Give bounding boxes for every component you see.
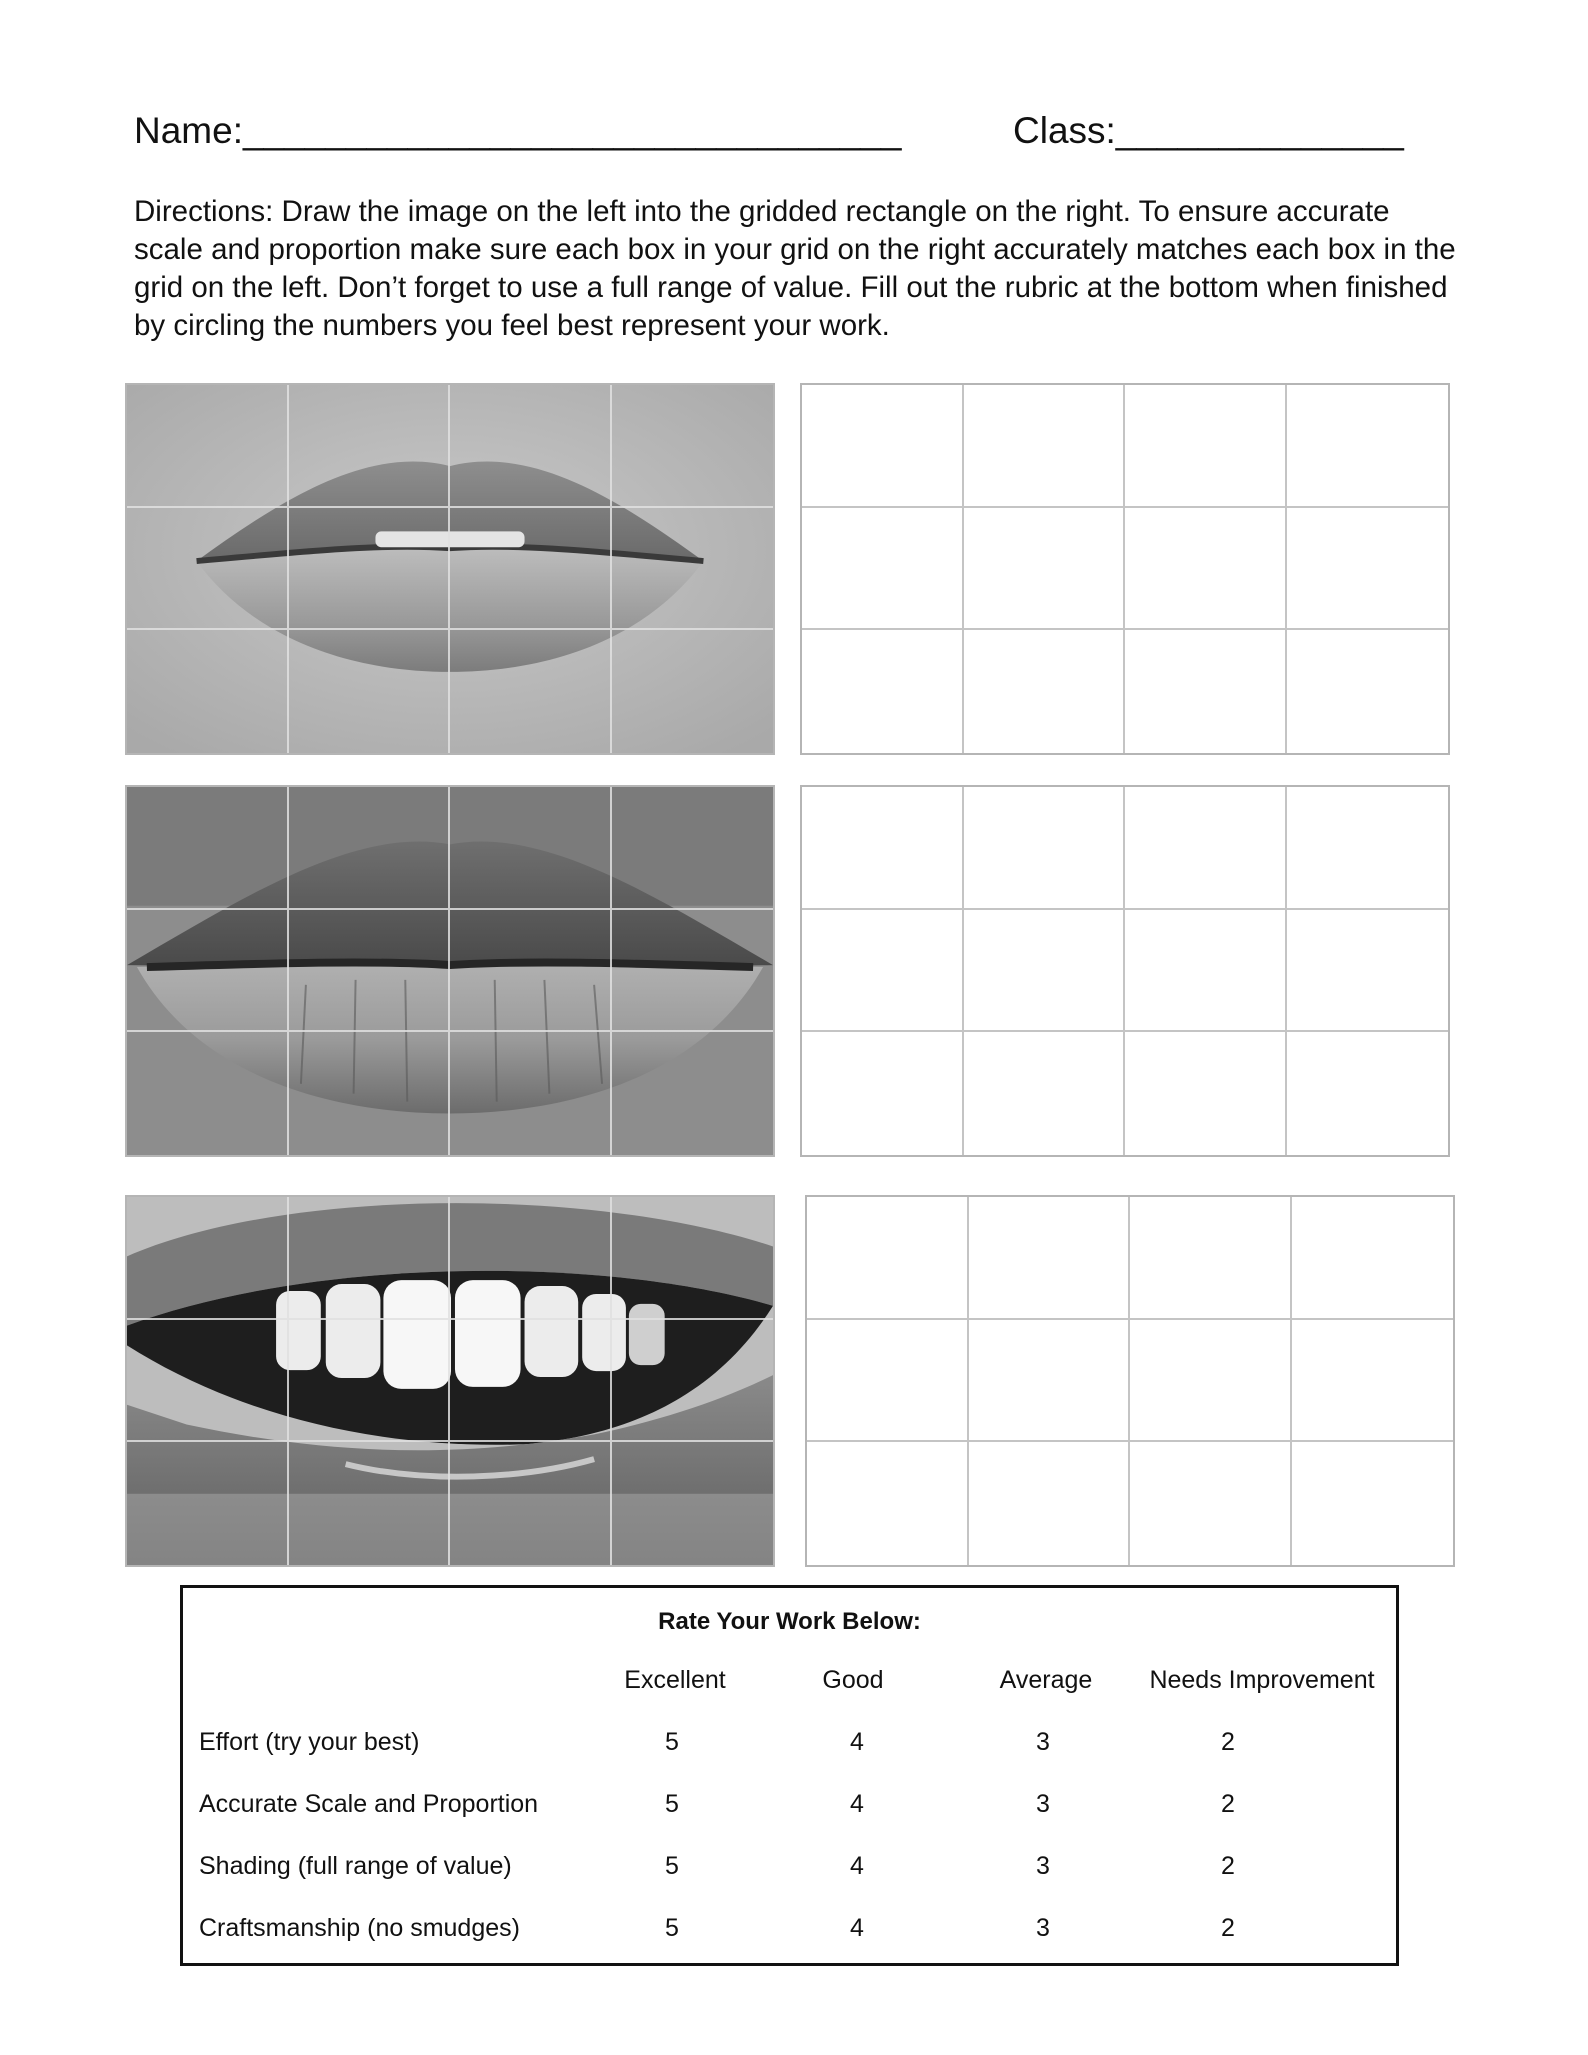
score-option[interactable]: 3 — [1036, 1728, 1050, 1756]
drawing-grid-2[interactable] — [800, 785, 1450, 1157]
directions-text: Directions: Draw the image on the left into the gridded rectangle on the right. To ensure accurate scale and proportion make sure each box in your grid on the right accurately matches each box in the grid on the left. Don’t forget to use a full range of value. Fill out the rubric at the bottom when finished by circling the numbers you feel best represent your work. — [134, 195, 1456, 342]
rubric-row-label: Accurate Scale and Proportion — [199, 1790, 539, 1818]
score-option[interactable]: 4 — [850, 1914, 864, 1942]
score-option[interactable]: 2 — [1221, 1852, 1235, 1880]
empty-grid — [802, 385, 1448, 753]
score-option[interactable]: 3 — [1036, 1852, 1050, 1880]
empty-grid — [807, 1197, 1453, 1565]
reference-photo-lips-closed — [125, 383, 775, 755]
drawing-grid-3[interactable] — [805, 1195, 1455, 1567]
name-field-label: Name:________________________________ — [134, 110, 902, 151]
rubric-row-label: Effort (try your best) — [199, 1728, 420, 1756]
rubric-column-header: Needs Improvement — [1149, 1666, 1375, 1694]
score-option[interactable]: 2 — [1221, 1914, 1235, 1942]
rubric-box — [180, 1585, 1399, 1966]
reference-grid — [127, 1197, 773, 1565]
score-option[interactable]: 2 — [1221, 1728, 1235, 1756]
reference-grid — [127, 385, 773, 753]
empty-grid — [802, 787, 1448, 1155]
rubric-row-label: Craftsmanship (no smudges) — [199, 1914, 520, 1942]
class-field-label: Class:______________ — [1013, 110, 1404, 151]
score-option[interactable]: 4 — [850, 1728, 864, 1756]
score-option[interactable]: 4 — [850, 1852, 864, 1880]
reference-photo-lips-full — [125, 785, 775, 1157]
reference-photo-smile — [125, 1195, 775, 1567]
score-option[interactable]: 4 — [850, 1790, 864, 1818]
score-option[interactable]: 2 — [1221, 1790, 1235, 1818]
rubric-title: Rate Your Work Below: — [658, 1608, 921, 1635]
drawing-grid-1[interactable] — [800, 383, 1450, 755]
score-option[interactable]: 3 — [1036, 1914, 1050, 1942]
reference-grid — [127, 787, 773, 1155]
rubric-column-header: Excellent — [624, 1666, 726, 1694]
rubric-column-header: Good — [822, 1666, 884, 1694]
rubric-column-header: Average — [999, 1666, 1093, 1694]
score-option[interactable]: 5 — [665, 1790, 679, 1818]
score-option[interactable]: 5 — [665, 1852, 679, 1880]
rubric-table — [183, 1588, 1396, 1963]
score-option[interactable]: 3 — [1036, 1790, 1050, 1818]
score-option[interactable]: 5 — [665, 1728, 679, 1756]
score-option[interactable]: 5 — [665, 1914, 679, 1942]
rubric-row-label: Shading (full range of value) — [199, 1852, 512, 1880]
